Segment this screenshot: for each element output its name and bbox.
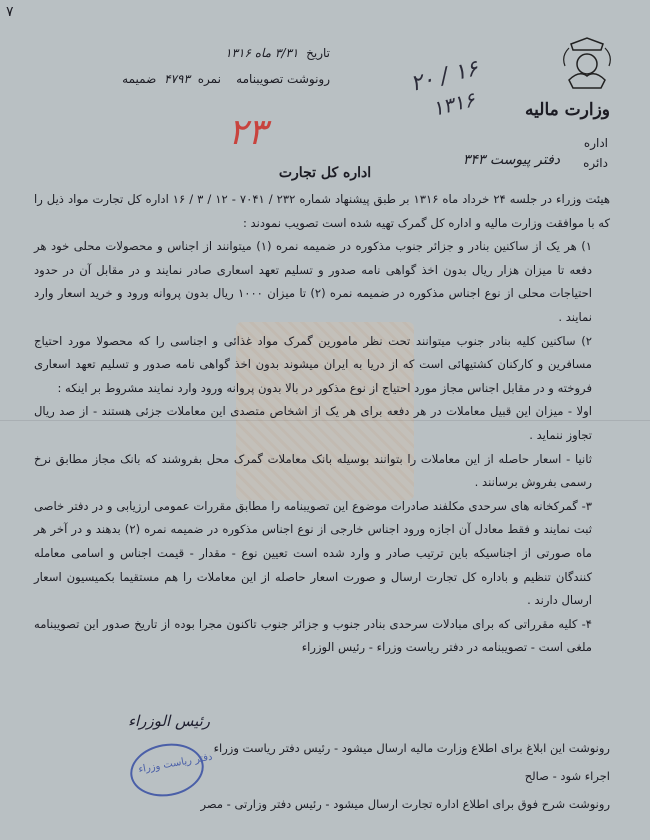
circle-label: دائره — [583, 156, 608, 170]
number-value: ۴۷۹۳ — [164, 72, 190, 86]
paragraph-3: ۳- گمرکخانه های سرحدی مکلفند صادرات موضوع این تصویبنامه را مطابق مقررات عمومی ارزیابی و در دفتر خاصی ثبت نمایند و فقط معادل آن اجازه ورود اجناس خارجی از نوع اجناس مذکوره در ضمیمه نمره (۲) بدهند و در آخر هر ماه صورتی از اجناسیکه باین ترتیب صادر و وارد شده است تعیین نوع - مقدار - قیمت اجناس و اسامی معامله کنندگان تنظیم و باداره کل تجارت ارسال و صورت اسعار حاصله از این معاملات را هم مستقیما بکمیسیون اسعار ارسال دارند . — [34, 498, 592, 608]
paragraph-2a: اولا - میزان این قبیل معاملات در هر دفعه برای هر یک از اشخاص متصدی این معاملات جزئی هستند - از صد ریال تجاوز ننماید . — [34, 404, 592, 442]
footer-line-2: اجراء شود - صالح — [524, 769, 610, 783]
copy-label: رونوشت تصویبنامه — [236, 72, 330, 86]
paragraph-1: ۱) هر یک از ساکنین بنادر و جزائر جنوب مذکوره در ضمیمه نمره (۱) میتوانند از اجناس و محصولات محلی خود هر دفعه تا میزان هزار ریال بدون اخذ گواهی نامه صدور و تسلیم تعهد اسعاری صادر نمایند و در مقابل آن در حدود احتیاجات محلی از نوع اجناس مذکوره در ضمیمه نمره (۲) تا میزان ۱۰۰۰ ریال بدون پروانه ورود و خرید اسعار وارد نمایند . — [34, 239, 593, 324]
document-body — [34, 188, 610, 660]
footer-line-3: رونوشت شرح فوق برای اطلاع اداره تجارت ارسال میشود - رئیس دفتر وزارتی - مصر — [200, 797, 610, 811]
lion-sun-emblem-icon — [561, 36, 613, 94]
corner-mark: ۷ — [6, 4, 14, 20]
date-value: ۳/۳۱ ماه ۱۳۱۶ — [225, 46, 299, 60]
footer-line-1: رونوشت این ابلاغ برای اطلاع وزارت مالیه ارسال میشود - رئیس دفتر ریاست وزراء — [213, 741, 610, 755]
paragraph-2: ۲) ساکنین کلیه بنادر جنوب میتوانند تحت نظر مامورین گمرک مواد غذائی و اجناسی را که محصولا مورد احتیاج مسافرین و کارکنان کشتیهائی است که از دریا به ایران میشوند بدون اخذ گواهی نامه صدور و تسلیم تعهد اسعاری فروخته و در مقابل اجناس مجاز مورد احتیاج از نوع مذکور در بالا بدون پروانه ورود وارد نمایند مشروط بر اینکه : — [34, 333, 592, 395]
date-label: تاریخ — [306, 46, 330, 60]
handwritten-date: ۲۰ / ۱۶ — [407, 56, 481, 97]
subject-heading: اداره کل تجارت — [278, 165, 372, 181]
paragraph-2b: ثانیا - اسعار حاصله از این معاملات را بتوانند بوسیله بانک معاملات گمرک محل بفروشند که بانک مجاز مطابق نرخ رسمی بفروش برسانند . — [34, 451, 592, 490]
paragraph-intro: هیئت وزراء در جلسه ۲۴ خرداد ماه ۱۳۱۶ بر طبق پیشنهاد شماره ۲۳۲ / ۷۰۴۱ - ۱۲ / ۳ / ۱۶ اداره کل تجارت مواد ذیل را که با موافقت وزارت مالیه و اداره کل گمرک تهیه شده است تصویب نمودند : — [34, 192, 610, 230]
number-label: نمره — [197, 72, 221, 86]
seal-text: دفتر ریاست وزراء — [137, 751, 214, 776]
red-annotation-number: ۲۳ — [228, 112, 267, 153]
office-label: اداره — [583, 136, 608, 150]
paragraph-4: ۴- کلیه مقرراتی که برای مبادلات سرحدی بنادر جنوب و جزائر جنوب تاکنون مجرا بوده از تاریخ صدور این تصویبنامه ملغی است - تصویبنامه در دفتر ریاست وزراء - رئیس الوزراء — [34, 616, 592, 655]
attachment-label: ضمیمه — [122, 72, 157, 86]
ministry-title: وزارت مالیه — [525, 100, 610, 120]
circle-value: دفتر پیوست ۳۴۳ — [462, 152, 560, 168]
handwritten-year: ۱۳۱۶ — [429, 87, 478, 121]
number-line — [122, 72, 330, 86]
date-line — [221, 46, 330, 60]
prime-minister-signature: رئیس الوزراء — [128, 712, 211, 730]
